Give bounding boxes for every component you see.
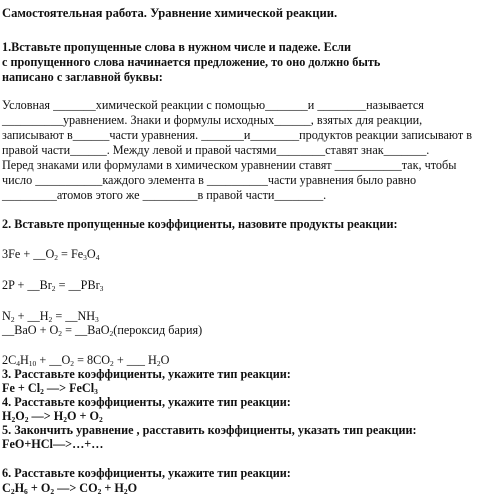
task6-equation: $C_2H_6 + O_2$ —> $CO_2 + H_2O$ xyxy=(2,481,138,496)
task1-text-line-4: правой части______. Между левой и правой частями________ставят знак_______. xyxy=(2,143,430,157)
task1-heading-line-3: написано с заглавной буквы: xyxy=(2,70,163,84)
task1-text-line-2: __________уравнением. Знаки и формулы исходных______, взятых для реакции, xyxy=(2,113,423,127)
task1-heading-line-1: 1.Вставьте пропущенные слова в нужном числе и падеже. Если xyxy=(2,40,351,54)
task4-heading: 4. Расставьте коэффициенты, укажите тип реакции: xyxy=(2,395,291,409)
task5-heading: 5. Закончить уравнение , расставить коэффициенты, указать тип реакции: xyxy=(2,423,417,437)
task1-text-line-6: число ___________каждого элемента в __________части уравнения было равно xyxy=(2,173,417,187)
task1-text-line-3: записывают в______части уравнения. _______и________продуктов реакции записывают в xyxy=(2,128,472,142)
task3-equation: $Fe + Cl_2$ —> FeCl$_3$ xyxy=(2,381,98,396)
task2-equation-5: $2C_4H_{10}$ + $\_\_O_2 = 8CO_2$ + ___ $H_2O$ xyxy=(2,353,170,368)
task2-equation-2: $2P + \_\_Br_2$ = __PBr$_3$ xyxy=(2,278,104,293)
task5-equation: FeO+HCl—>…+… xyxy=(2,437,104,451)
worksheet-title: Самостоятельная работа. Уравнение химической реакции. xyxy=(2,6,338,20)
task2-equation-4: __BaO + $O_2$ = __BaO$_2$(пероксид бария) xyxy=(2,323,203,338)
task3-heading: 3. Расставьте коэффициенты, укажите тип реакции: xyxy=(2,367,291,381)
task1-text-line-5: Перед знаками или формулами в химическом уравнении ставят ___________так, чтобы xyxy=(2,158,457,172)
task2-equation-1: $3Fe + \_\_O_2 = Fe_3O_4$ xyxy=(2,247,100,262)
task4-equation: $H_2O_2$ —> $H_2O + O_2$ xyxy=(2,409,103,424)
task2-heading: 2. Вставьте пропущенные коэффициенты, назовите продукты реакции: xyxy=(2,217,398,231)
task1-text-line-7: _________атомов этого же _________в правой части________. xyxy=(2,188,327,202)
task1-text-line-1: Условная _______химической реакции с помощью_______и ________называется xyxy=(2,98,424,112)
task6-heading: 6. Расставьте коэффициенты, укажите тип реакции: xyxy=(2,466,291,480)
task1-heading-line-2: с пропущенного слова начинается предложение, то оно должно быть xyxy=(2,55,381,69)
task2-equation-3: $N_2$ + $\_\_H_2$ = $\_\_NH_3$ xyxy=(2,309,99,324)
